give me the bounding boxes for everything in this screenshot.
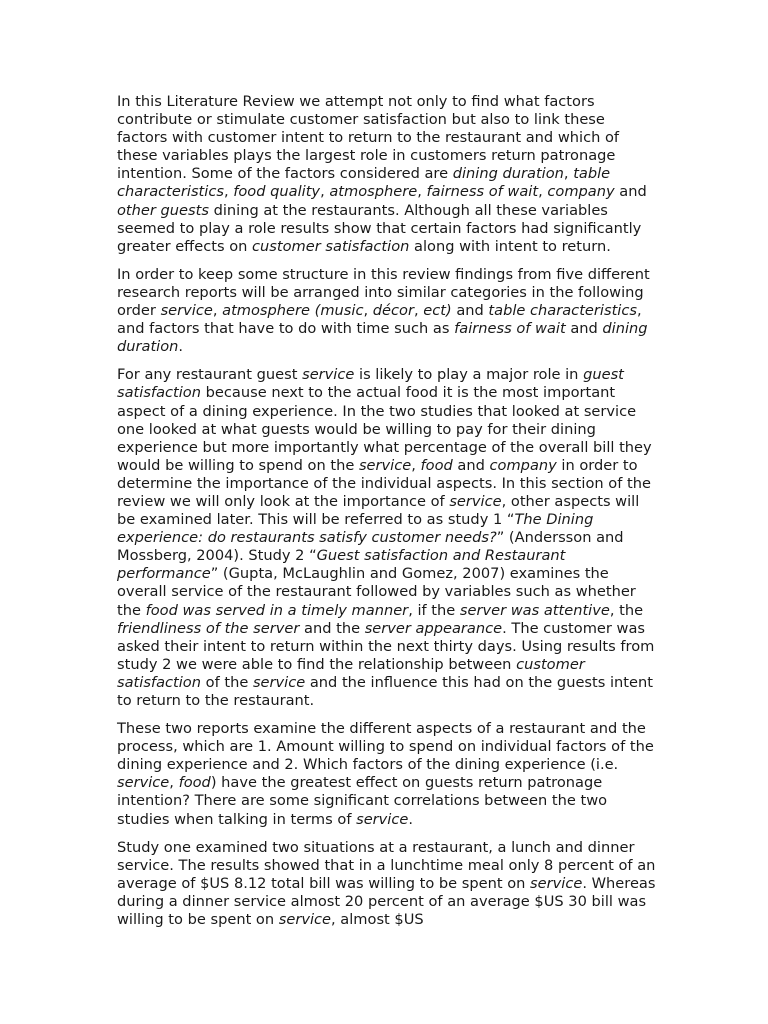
- text-run: These two reports examine the different aspects of a restaurant and the process, which are 1. Amount willing to spend on individual factors of the dining experience and 2. Which factors of the dining experience (i.e.: [117, 720, 654, 774]
- italic-text-run: The Dining experience: do restaurants satisfy customer needs?: [117, 511, 594, 547]
- text-run: .: [178, 338, 184, 356]
- italic-text-run: food: [178, 774, 211, 792]
- italic-text-run: ect): [423, 302, 452, 320]
- body-paragraph: [117, 839, 657, 929]
- text-run: and: [565, 320, 603, 338]
- text-run: . Whereas during a dinner service almost 20 percent of an average $US 30 bill was willing to be spent on: [117, 874, 656, 929]
- text-run: because next to the actual food it is the most important aspect of a dining experience. In the two studies that looked at service one looked at what guests would be willing to pay for their dining experience but more importantly what percentage of the overall bill they would be willing to spend on the: [117, 384, 652, 474]
- text-run: ,: [320, 183, 330, 201]
- document-page: [117, 93, 657, 939]
- text-run: and: [614, 183, 647, 201]
- italic-text-run: service: [117, 774, 170, 792]
- body-paragraph: [117, 720, 657, 829]
- italic-text-run: friendliness of the server: [117, 619, 300, 637]
- body-paragraph: [117, 93, 657, 256]
- italic-text-run: food was served in a timely manner: [145, 601, 409, 619]
- italic-text-run: server was attentive: [459, 601, 610, 619]
- text-run: ,: [417, 183, 427, 201]
- text-run: ,: [413, 302, 424, 320]
- text-run: ,: [223, 183, 234, 201]
- text-run: .: [408, 810, 414, 828]
- text-run: Study one examined two situations at a restaurant, a lunch and dinner service. The results showed that in a lunchtime meal only 8 percent of an average of $US 8.12 total bill was willing to be spent on: [117, 838, 656, 892]
- italic-text-run: dining duration: [452, 165, 564, 183]
- text-run: ,: [538, 183, 548, 201]
- text-run: and: [451, 302, 489, 320]
- body-paragraph: [117, 266, 657, 356]
- text-run: , almost $US: [331, 911, 424, 929]
- italic-text-run: décor: [372, 302, 414, 320]
- text-run: In order to keep some structure in this review findings from five different research reports will be arranged into similar categories in the following order: [117, 265, 650, 320]
- text-run: ,: [212, 302, 223, 320]
- text-run: , other aspects will be examined later. This will be referred to as study 1 “: [117, 492, 640, 529]
- text-run: ,: [563, 165, 574, 183]
- italic-text-run: service: [160, 302, 213, 320]
- text-run: in order to determine the importance of the individual aspects. In this section of the review we will only look at the importance of: [117, 456, 651, 510]
- italic-text-run: service: [278, 911, 332, 929]
- body-paragraph: [117, 366, 657, 710]
- text-run: of the: [201, 673, 253, 691]
- italic-text-run: service: [302, 366, 355, 384]
- italic-text-run: guest satisfaction: [117, 366, 624, 402]
- text-run: ” (Andersson and Mossberg, 2004). Study 2 “: [117, 529, 624, 565]
- italic-text-run: table characteristics: [488, 302, 637, 320]
- italic-text-run: service: [252, 673, 306, 691]
- text-run: In this Literature Review we attempt not only to find what factors contribute or stimulate customer satisfaction but also to link these factors with customer intent to return to the restaurant and which of these variables plays the largest role in customers return patronage intention. Some of the factors considered are: [117, 93, 620, 183]
- italic-text-run: service: [358, 456, 412, 474]
- italic-text-run: food quality: [233, 183, 321, 201]
- italic-text-run: company: [547, 183, 615, 201]
- italic-text-run: service: [449, 492, 502, 510]
- text-run: ,: [169, 774, 179, 792]
- text-run: For any restaurant guest: [117, 366, 303, 384]
- italic-text-run: Guest satisfaction and Restaurant performance: [117, 547, 566, 583]
- text-run: ,: [363, 302, 373, 320]
- text-run: . The customer was asked their intent to return within the next thirty days. Using results from study 2 we were able to find the relationship between: [117, 619, 655, 673]
- italic-text-run: service: [356, 810, 409, 828]
- text-run: and the: [299, 619, 365, 637]
- italic-text-run: company: [489, 456, 557, 474]
- text-run: , and factors that have to do with time such as: [117, 302, 642, 338]
- italic-text-run: service: [530, 874, 583, 892]
- italic-text-run: server appearance: [364, 619, 503, 637]
- text-run: , the: [609, 601, 644, 619]
- text-run: dining at the restaurants. Although all these variables seemed to play a role results show that certain factors had significantly greater effects on: [117, 201, 642, 255]
- italic-text-run: fairness of wait: [454, 320, 566, 338]
- text-run: ,: [411, 456, 421, 474]
- text-run: ” (Gupta, McLaughlin and Gomez, 2007) examines the overall service of the restaurant followed by variables such as whether the: [117, 565, 636, 619]
- italic-text-run: customer satisfaction: [117, 655, 585, 691]
- italic-text-run: fairness of wait: [426, 183, 539, 201]
- italic-text-run: atmosphere (music: [222, 302, 364, 320]
- italic-text-run: other guests: [117, 201, 209, 219]
- text-run: , if the: [408, 601, 460, 619]
- italic-text-run: atmosphere: [329, 183, 418, 201]
- italic-text-run: dining duration: [117, 320, 648, 356]
- italic-text-run: table characteristics: [117, 165, 611, 201]
- text-run: and: [452, 456, 490, 474]
- italic-text-run: food: [420, 456, 453, 474]
- text-run: is likely to play a major role in: [354, 366, 584, 384]
- text-run: and the influence this had on the guests intent to return to the restaurant.: [117, 673, 653, 709]
- italic-text-run: customer satisfaction: [252, 237, 410, 255]
- text-run: along with intent to return.: [409, 237, 611, 255]
- text-run: ) have the greatest effect on guests return patronage intention? There are some significant correlations between the two studies when talking in terms of: [117, 774, 608, 828]
